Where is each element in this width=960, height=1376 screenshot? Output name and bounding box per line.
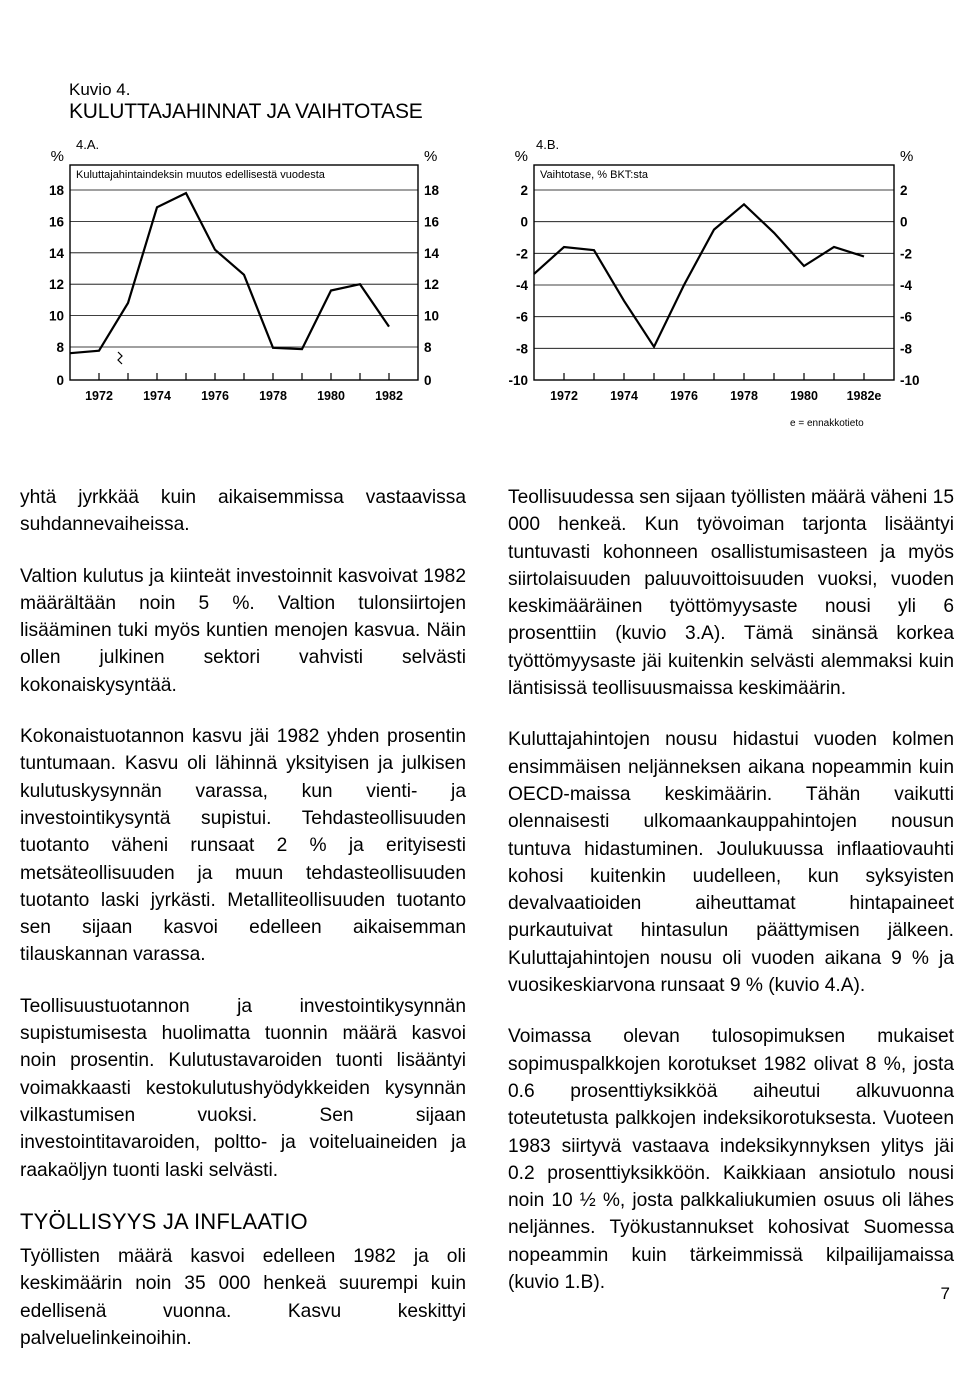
x-tick-label: 1974 [143, 389, 171, 403]
y-tick-label-left: 0 [520, 214, 528, 230]
y-tick-label-right: -10 [900, 373, 920, 388]
x-tick-label: 1978 [730, 389, 758, 403]
x-tick-label: 1980 [790, 389, 818, 403]
unit-label-left: % [50, 148, 64, 165]
x-tick-label: 1980 [317, 389, 345, 403]
paragraph: Teollisuustuotannon ja investointikysynnän supistumisesta huolimatta tuonnin määrä kasvoi noin prosentin. Kulutustavaroiden tuonti lisääntyi voimakkaasti kestokulutushyödykkeiden kysynnän vilkastumisen vuoksi. Sen sijaan investointitavaroiden, poltto- ja voiteluaineiden ja raakaöljyn tuonti laski selvästi. [20, 995, 466, 1181]
y-tick-label-left: -8 [515, 341, 528, 357]
y-tick-label-left: -4 [515, 278, 528, 293]
unit-label-left: % [514, 148, 528, 165]
left-column [20, 484, 466, 1376]
y-tick-label-right: 12 [424, 277, 440, 293]
chart-b [490, 140, 950, 430]
paragraph: Valtion kulutus ja kiinteät investoinnit kasvoivat 1982 määrältään noin 5 %. Valtion tulonsiirtojen lisääminen tuki myös kuntien menojen kasvua. Näin ollen julkinen sektori vahvisti selvästi kokonaiskysyntää. [20, 565, 466, 696]
x-tick-label: 1976 [670, 389, 698, 403]
x-tick-label: 1972 [550, 389, 578, 403]
chart-a-id: 4.A. [76, 137, 100, 152]
paragraph: Voimassa olevan tulosopimuksen mukaiset sopimuspalkkojen korotukset 1982 olivat 8 %, josta 0.6 prosenttiyksikköä aiheutui alkuvuonna toteutetusta palkkojen indeksikorotuksesta. Vuoteen 1983 siirtyvä vastaava indeksikynnyksen ylitys jäi 0.2 prosenttiyksikköön. Kaikkiaan ansiotulo nousi noin 10 ½ %, josta palkkaliukumien osuus oli lähes neljännes. Työkustannukset kohosivat Suomessa nopeammin kuin tärkeimmissä kilpailijamaissa (kuvio 1.B). [508, 1026, 954, 1294]
page-number: 7 [940, 1284, 950, 1303]
y-tick-label-right: -4 [900, 278, 913, 293]
paragraph: yhtä jyrkkää kuin aikaisemmissa vastaavissa suhdannevaiheissa. [20, 487, 466, 536]
y-tick-label-right: 10 [424, 308, 440, 324]
y-tick-label-left: -10 [508, 373, 528, 388]
y-tick-label-left: -2 [515, 246, 528, 262]
x-tick-label: 1976 [201, 389, 229, 403]
y-tick-label-right: -8 [900, 341, 913, 357]
x-tick-label: 1982 [375, 389, 403, 403]
x-tick-label: 1978 [259, 389, 287, 403]
paragraph: Teollisuudessa sen sijaan työllisten määrä väheni 15 000 henkeä. Kun työvoiman tarjonta lisääntyi tuntuvasti kohonneen osallistumisasteen ja myös siirtolaisuuden paluuvoittoisuuden vuoksi, vuoden keskimääräinen työttömyysaste nousi yli 6 prosenttiin (kuvio 3.A). Tämä sinänsä korkea työttömyysaste jäi kuitenkin selvästi alemmaksi kuin läntisissä teollisuusmaissa keskimäärin. [508, 487, 954, 700]
paragraph: Työllisten määrä kasvoi edelleen 1982 ja oli keskimäärin noin 35 000 henkeä suurempi kuin edellisenä vuonna. Kasvu keskittyi palveluelinkeinoihin. [20, 1246, 466, 1350]
y-tick-label-left: -6 [515, 309, 528, 325]
paragraph: Kuluttajahintojen nousu hidastui vuoden kolmen ensimmäisen neljänneksen aikana nopeammin kuin OECD-maissa keskimäärin. Tähän vaikutti olennaisesti ulkomaankauppahintojen nousun tuntuva hidastuminen. Joulukuussa inflaatiovauhti kohosi kuitenkin uudelleen, kun syksyisten devalvaatioiden aiheuttamat hintapaineet purkautuivat hintasulun päättymisen jälkeen. Kuluttajahintojen nousu oli vuoden aikana 9 % ja vuosikeskiarvona runsaat 9 % (kuvio 4.A). [508, 729, 954, 997]
series-line [70, 193, 389, 353]
axis-break-mark [118, 352, 122, 364]
footnote: e = ennakkotieto [790, 418, 864, 429]
series-line [534, 204, 864, 346]
y-tick-label-right: 2 [900, 183, 908, 198]
section-heading: TYÖLLISYYS JA INFLAATIO [20, 1208, 308, 1234]
unit-label-right: % [424, 148, 438, 165]
chart-a [20, 140, 460, 430]
y-tick-label-right: 16 [424, 214, 440, 230]
chart-title: Vaihtotase, % BKT:sta [540, 169, 649, 181]
y-tick-label-right: 0 [424, 373, 432, 388]
chart-title: Kuluttajahintaindeksin muutos edellisestä vuodesta [76, 169, 325, 181]
y-tick-label-left: 14 [48, 245, 64, 261]
y-tick-label-left: 8 [56, 340, 64, 355]
x-tick-label: 1972 [85, 389, 113, 403]
chart-b-id: 4.B. [536, 137, 560, 152]
right-column [508, 484, 954, 1320]
plot-frame [534, 165, 894, 380]
figure-title: KULUTTAJAHINNAT JA VAIHTOTASE [69, 100, 423, 123]
y-tick-label-right: 8 [424, 340, 432, 355]
figure-number: Kuvio 4. [69, 80, 131, 99]
y-tick-label-right: -2 [900, 246, 913, 262]
y-tick-label-left: 12 [48, 277, 64, 293]
plot-frame [70, 165, 418, 380]
y-tick-label-right: 14 [424, 245, 440, 261]
y-tick-label-left: 18 [48, 183, 64, 198]
y-tick-label-right: -6 [900, 309, 913, 325]
x-tick-label: 1974 [610, 389, 638, 403]
y-tick-label-left: 10 [48, 308, 64, 324]
x-tick-label: 1982e [846, 389, 882, 403]
y-tick-label-left: 16 [48, 214, 64, 230]
paragraph: Kokonaistuotannon kasvu jäi 1982 yhden prosentin tuntumaan. Kasvu oli lähinnä yksityisen ja julkisen kulutuskysynnän varassa, kun vienti- ja investointikysyntä supistui. Tehdasteollisuuden tuotanto väheni runsaat 2 % ja erityisesti metsäteollisuuden ja muun tehdasteollisuuden tuotanto laski jyrkästi. Metalliteollisuuden tuotanto sen sijaan kasvoi edelleen aikaisemman tilauskannan varassa. [20, 726, 466, 966]
y-tick-label-right: 18 [424, 183, 440, 198]
unit-label-right: % [900, 148, 914, 165]
y-tick-label-left: 2 [520, 183, 528, 198]
y-tick-label-right: 0 [900, 214, 908, 230]
y-tick-label-left: 0 [56, 373, 64, 388]
